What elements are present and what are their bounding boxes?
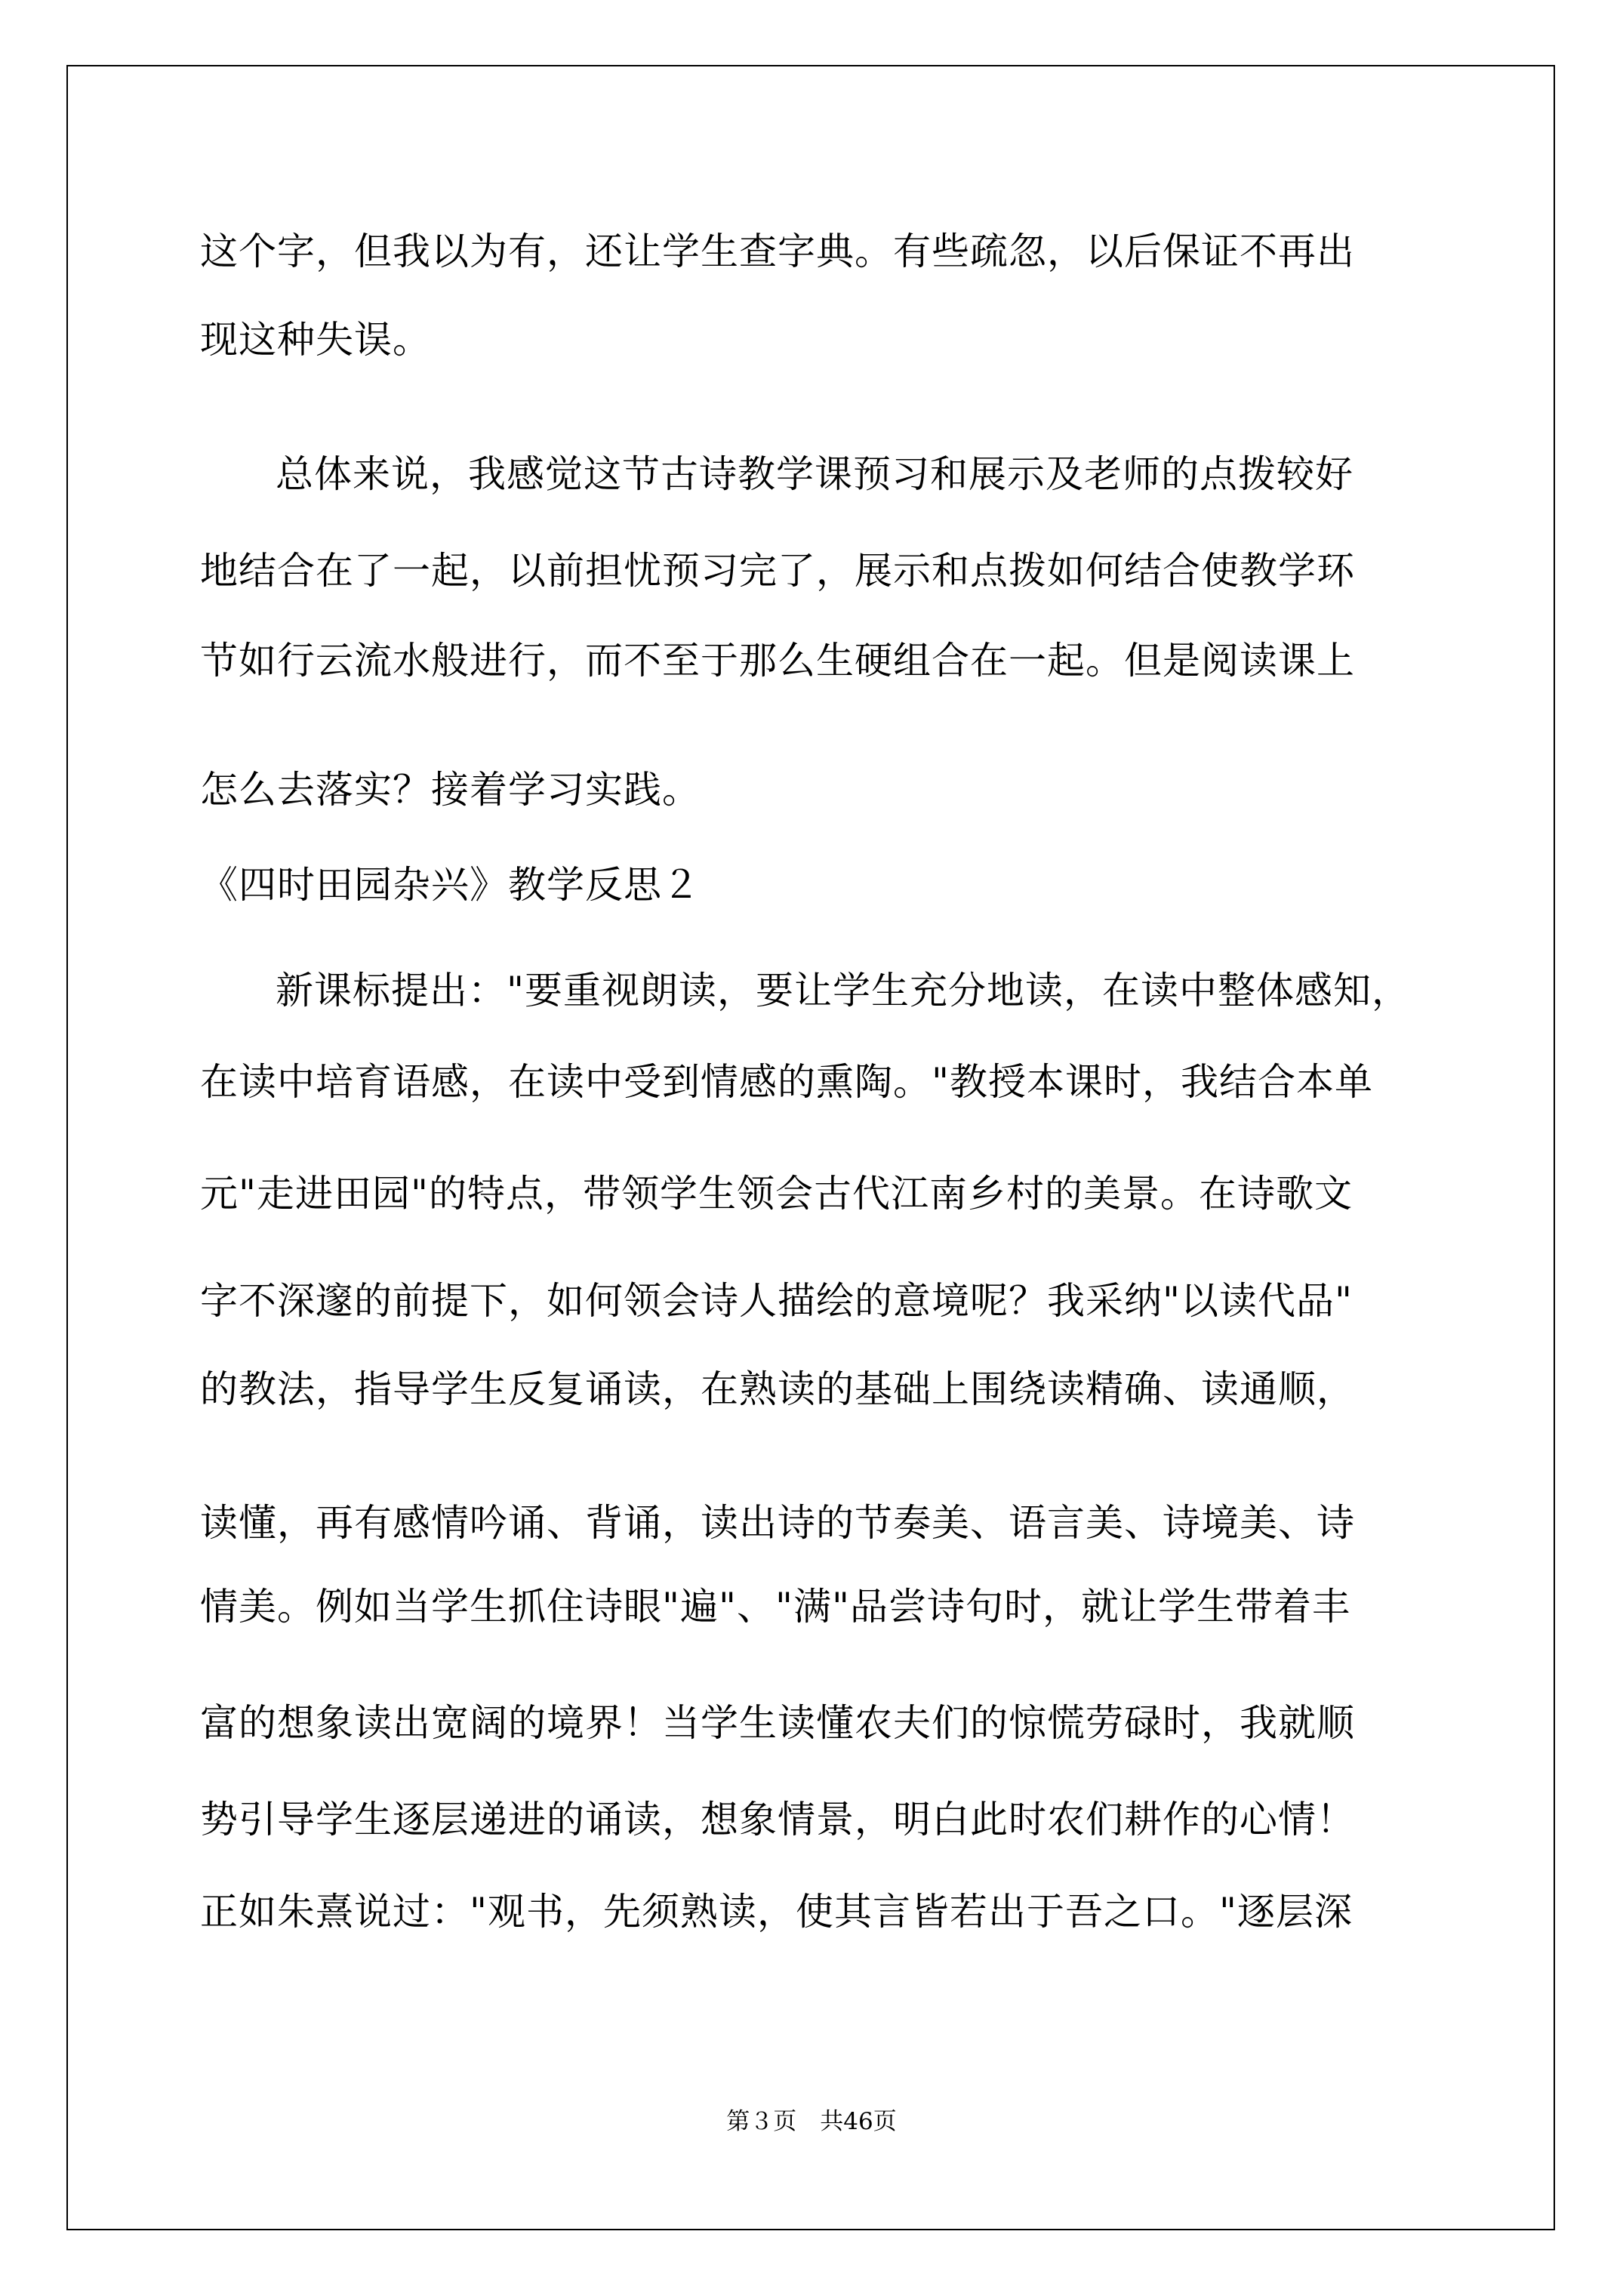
body-text-line: 正如朱熹说过："观书，先须熟读，使其言皆若出于吾之口。"逐层深 (200, 1890, 1353, 1934)
body-text-line: 富的想象读出宽阔的境界！当学生读懂农夫们的惊慌劳碌时，我就顺 (200, 1701, 1355, 1745)
paragraph-first-line: 新课标提出："要重视朗读，要让学生充分地读，在读中整体感知， (276, 969, 1410, 1012)
body-text-line: 势引导学生逐层递进的诵读，想象情景，明白此时农们耕作的心情！ (200, 1798, 1355, 1841)
paragraph-first-line: 总体来说，我感觉这节古诗教学课预习和展示及老师的点拨较好 (276, 452, 1354, 496)
page-footer: 第３页 共46页 (726, 2108, 897, 2135)
body-text-line: 这个字，但我以为有，还让学生查字典。有些疏忽，以后保证不再出 (200, 230, 1355, 273)
body-text-line: 地结合在了一起，以前担忧预习完了，展示和点拨如何结合使教学环 (200, 549, 1355, 593)
body-text-line: 现这种失误。 (200, 318, 431, 362)
body-text-line: 情美。例如当学生抓住诗眼"遍"、"满"品尝诗句时，就让学生带着丰 (200, 1585, 1350, 1629)
body-text-line: 怎么去落实？接着学习实践。 (200, 768, 701, 812)
body-text-line: 元"走进田园"的特点，带领学生领会古代江南乡村的美景。在诗歌文 (200, 1172, 1353, 1216)
body-text-line: 在读中培育语感，在读中受到情感的熏陶。"教授本课时，我结合本单 (200, 1060, 1373, 1104)
body-text-line: 字不深邃的前提下，如何领会诗人描绘的意境呢？我采纳"以读代品" (200, 1279, 1353, 1323)
section-heading: 《四时田园杂兴》教学反思２ (200, 863, 701, 907)
body-text-line: 的教法，指导学生反复诵读，在熟读的基础上围绕读精确、读通顺， (200, 1367, 1355, 1411)
body-text-line: 节如行云流水般进行，而不至于那么生硬组合在一起。但是阅读课上 (200, 639, 1355, 683)
body-text-line: 读懂，再有感情吟诵、背诵，读出诗的节奏美、语言美、诗境美、诗 (200, 1501, 1355, 1545)
